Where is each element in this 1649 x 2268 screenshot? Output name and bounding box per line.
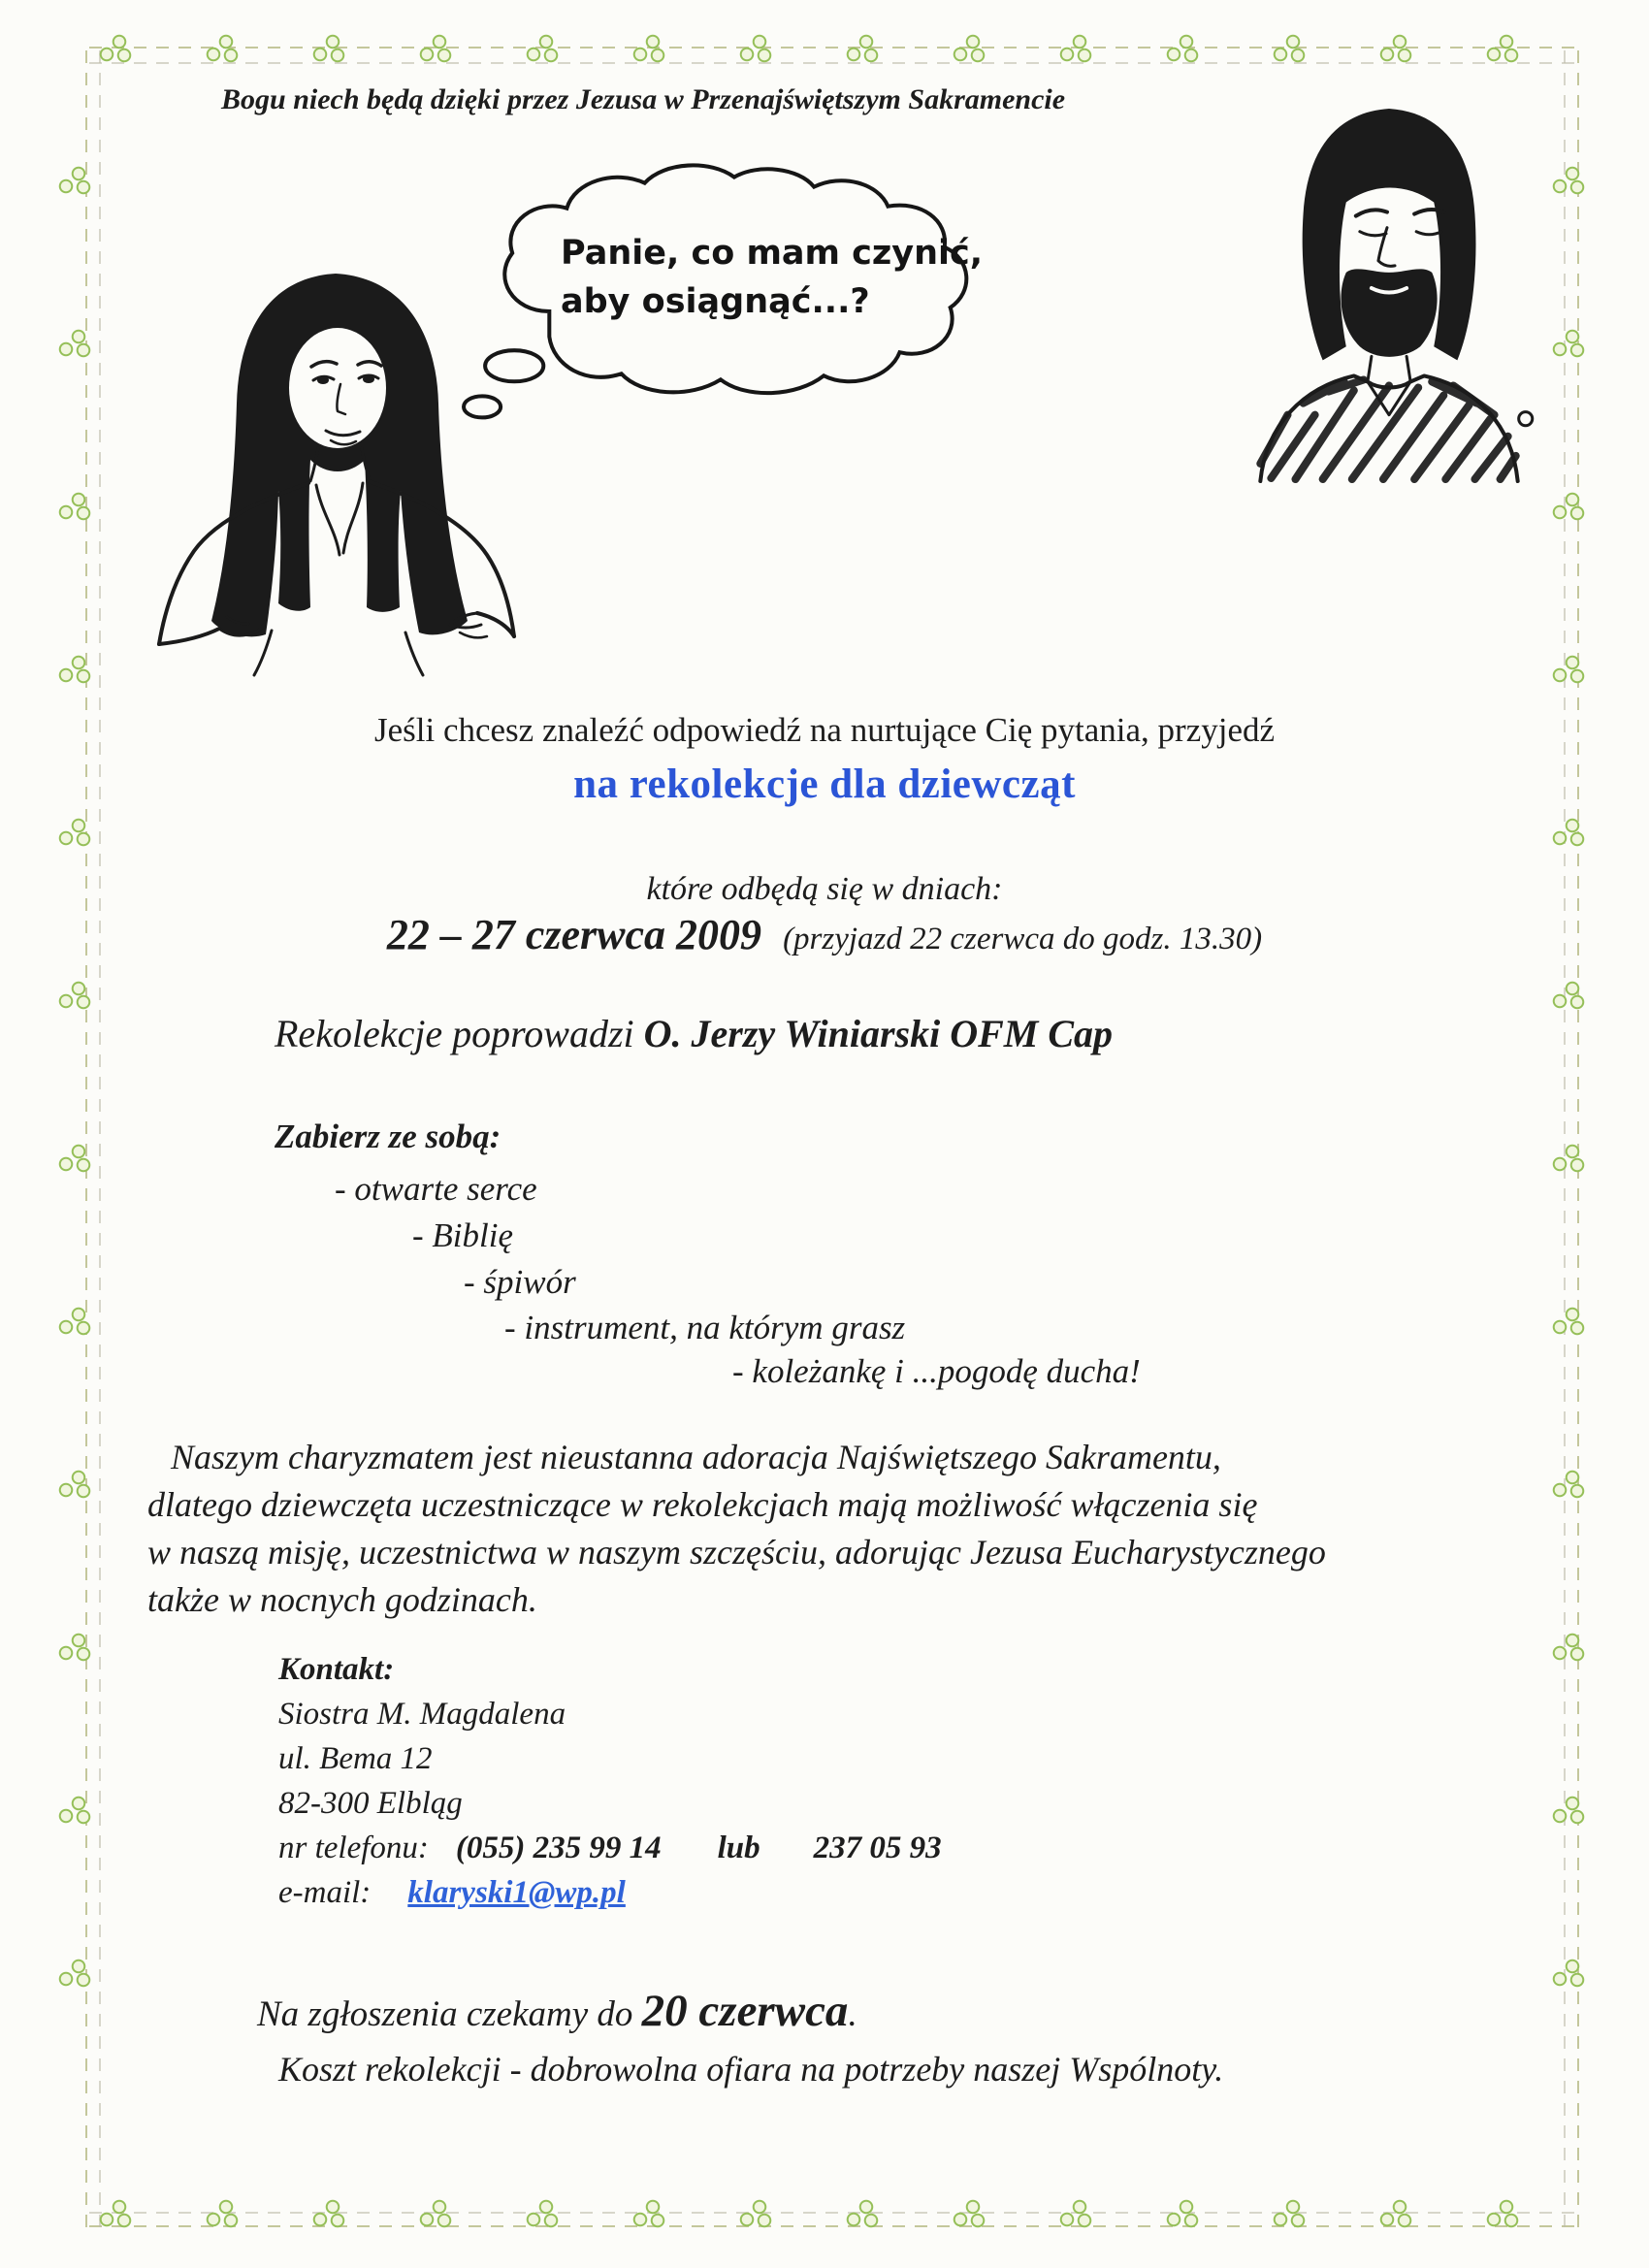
border-flower-cluster bbox=[1271, 2198, 1308, 2231]
border-flower-cluster bbox=[97, 33, 134, 66]
border-flower-cluster bbox=[1484, 33, 1521, 66]
dates-intro: które odbędą się w dniach: bbox=[646, 871, 1003, 907]
border-flower-cluster bbox=[56, 654, 93, 687]
border-flower-cluster bbox=[1377, 2198, 1414, 2231]
border-flower-cluster bbox=[1164, 33, 1201, 66]
border-flower-cluster bbox=[1377, 33, 1414, 66]
border-flower-cluster bbox=[630, 33, 667, 66]
border-flower-cluster bbox=[1550, 817, 1587, 850]
border-flower-cluster bbox=[1550, 1306, 1587, 1339]
border-flower-cluster bbox=[56, 1306, 93, 1339]
border-flower-cluster bbox=[524, 2198, 561, 2231]
border-flower-cluster bbox=[1550, 491, 1587, 524]
border-flower-cluster bbox=[417, 33, 454, 66]
border-flower-cluster bbox=[951, 33, 987, 66]
leader-line bbox=[275, 1011, 1113, 1056]
border-flower-cluster bbox=[1164, 2198, 1201, 2231]
paragraph-line: w naszą misję, uczestnictwa w naszym szczęściu, adorując Jezusa Eucharystycznego bbox=[147, 1533, 1326, 1571]
phone-number-1: (055) 235 99 14 bbox=[455, 1831, 662, 1865]
paragraph-line: także w nocnych godzinach. bbox=[147, 1580, 537, 1619]
jesus-illustration bbox=[1198, 92, 1578, 484]
border-flower-cluster bbox=[56, 165, 93, 198]
border-flower-cluster bbox=[310, 33, 347, 66]
border-line-left-outer bbox=[85, 47, 87, 2227]
border-flower-cluster bbox=[737, 2198, 774, 2231]
bubble-line-2: aby osiągnąć...? bbox=[561, 282, 870, 321]
email-link[interactable]: klaryski1@wp.pl bbox=[407, 1875, 626, 1910]
leader-name: O. Jerzy Winiarski OFM Cap bbox=[643, 1012, 1114, 1055]
border-flower-cluster bbox=[1057, 33, 1094, 66]
dates-value: 22 – 27 czerwca 2009 bbox=[386, 911, 762, 958]
list-item: - śpiwór bbox=[464, 1263, 576, 1301]
deadline-date: 20 czerwca bbox=[641, 1986, 849, 2036]
border-flower-cluster bbox=[1550, 654, 1587, 687]
paragraph-line: Naszym charyzmatem jest nieustanna adoracja Najświętszego Sakramentu, bbox=[171, 1438, 1221, 1476]
deadline-line bbox=[257, 1985, 857, 2037]
dates-line bbox=[0, 910, 1649, 959]
phone-conjunction: lub bbox=[717, 1831, 760, 1865]
border-flower-cluster bbox=[1484, 2198, 1521, 2231]
border-flower-cluster bbox=[204, 2198, 241, 2231]
list-item: - koleżankę i ...pogodę ducha! bbox=[732, 1352, 1141, 1390]
contact-phone-line bbox=[278, 1826, 942, 1870]
border-flower-cluster bbox=[951, 2198, 987, 2231]
border-flower-cluster bbox=[56, 491, 93, 524]
border-flower-cluster bbox=[56, 817, 93, 850]
bubble-line-1: Panie, co mam czynić, bbox=[561, 234, 984, 273]
border-flower-cluster bbox=[417, 2198, 454, 2231]
border-flower-cluster bbox=[56, 328, 93, 361]
border-flower-cluster bbox=[56, 1469, 93, 1502]
border-flower-cluster bbox=[1550, 1795, 1587, 1828]
border-flower-cluster bbox=[1550, 1958, 1587, 1991]
bring-list-heading: Zabierz ze sobą: bbox=[275, 1118, 501, 1155]
border-flower-cluster bbox=[56, 1795, 93, 1828]
list-item: - instrument, na którym grasz bbox=[504, 1309, 906, 1346]
thought-bubble-text bbox=[561, 229, 1007, 326]
border-flower-cluster bbox=[97, 2198, 134, 2231]
contact-name: Siostra M. Magdalena bbox=[278, 1697, 566, 1732]
phone-label: nr telefonu: bbox=[278, 1831, 429, 1865]
border-flower-cluster bbox=[56, 1632, 93, 1665]
leader-prefix: Rekolekcje poprowadzi bbox=[275, 1012, 644, 1055]
contact-street: ul. Bema 12 bbox=[278, 1741, 433, 1776]
border-flower-cluster bbox=[524, 33, 561, 66]
contact-city: 82-300 Elbląg bbox=[278, 1786, 463, 1821]
contact-email-line bbox=[278, 1870, 942, 1915]
border-flower-cluster bbox=[1271, 33, 1308, 66]
border-flower-cluster bbox=[1057, 2198, 1094, 2231]
border-flower-cluster bbox=[844, 33, 881, 66]
border-flower-cluster bbox=[630, 2198, 667, 2231]
list-item: - Biblię bbox=[412, 1216, 513, 1254]
border-flower-cluster bbox=[844, 2198, 881, 2231]
contact-heading: Kontakt: bbox=[278, 1652, 395, 1687]
border-flower-cluster bbox=[56, 1958, 93, 1991]
email-label: e-mail: bbox=[278, 1875, 372, 1910]
border-flower-cluster bbox=[737, 33, 774, 66]
invitation-intro: Jeśli chcesz znaleźć odpowiedź na nurtujące Cię pytania, przyjedź bbox=[373, 711, 1276, 749]
border-line-left-inner bbox=[99, 47, 101, 2227]
deadline-prefix: Na zgłoszenia czekamy do bbox=[257, 1994, 642, 2034]
border-flower-cluster bbox=[310, 2198, 347, 2231]
contact-block bbox=[278, 1647, 942, 1915]
dedication-line: Bogu niech będą dzięki przez Jezusa w Przenajświętszym Sakramencie bbox=[221, 83, 1066, 115]
paragraph-line: dlatego dziewczęta uczestniczące w rekolekcjach mają możliwość włączenia się bbox=[147, 1485, 1258, 1524]
border-flower-cluster bbox=[1550, 1143, 1587, 1176]
list-item: - otwarte serce bbox=[335, 1170, 537, 1208]
border-flower-cluster bbox=[1550, 1632, 1587, 1665]
border-flower-cluster bbox=[204, 33, 241, 66]
border-flower-cluster bbox=[1550, 1469, 1587, 1502]
border-flower-cluster bbox=[1550, 980, 1587, 1013]
border-flower-cluster bbox=[56, 1143, 93, 1176]
retreat-title: na rekolekcje dla dziewcząt bbox=[573, 761, 1076, 807]
border-flower-cluster bbox=[56, 980, 93, 1013]
cost-line: Koszt rekolekcji - dobrowolna ofiara na potrzeby naszej Wspólnoty. bbox=[278, 2050, 1224, 2089]
arrival-note: (przyjazd 22 czerwca do godz. 13.30) bbox=[783, 922, 1263, 956]
phone-number-2: 237 05 93 bbox=[813, 1831, 942, 1865]
deadline-suffix: . bbox=[848, 1994, 857, 2034]
charism-paragraph bbox=[147, 1434, 1326, 1624]
